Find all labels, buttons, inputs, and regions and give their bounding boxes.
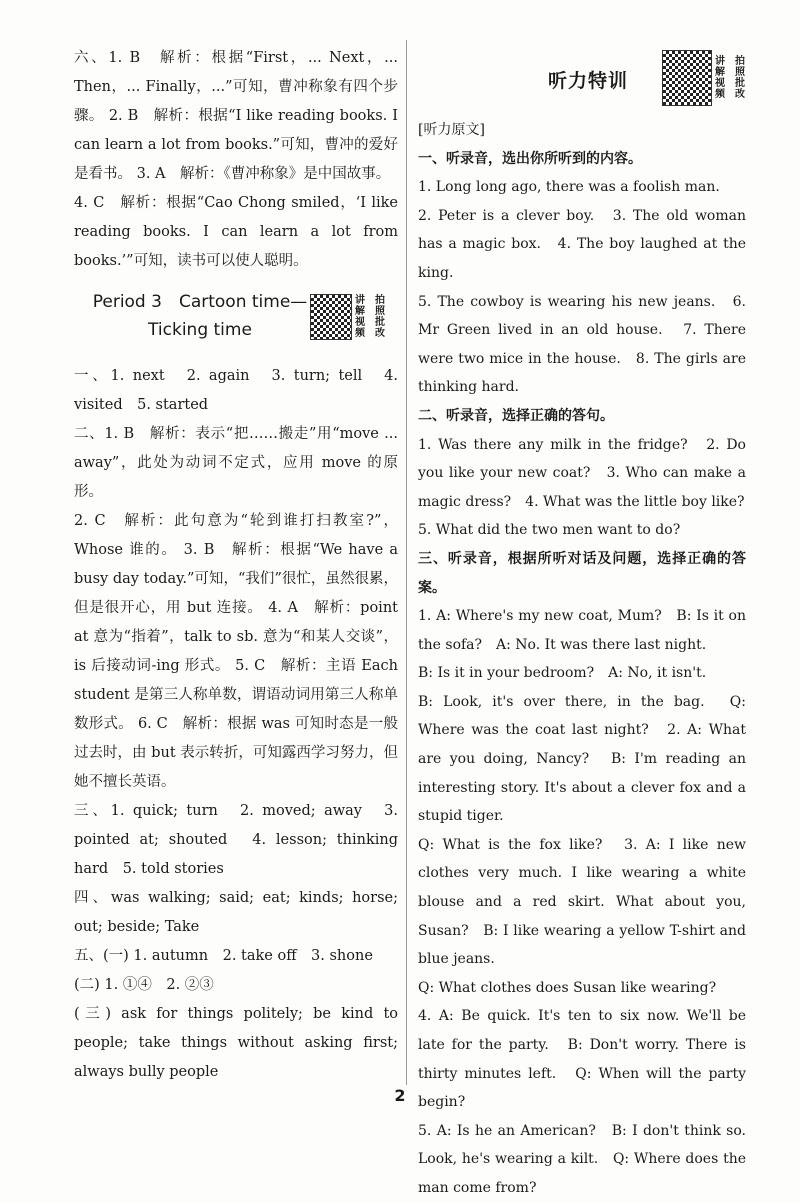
section-one-line: 1. Long long ago, there was a foolish man. [418, 179, 720, 196]
listening-title: 听力特训 [548, 70, 629, 92]
script-label: [听力原文] [418, 122, 485, 138]
column-divider [406, 40, 407, 1085]
answer-two-q2-6: 2. C 解析：此句意为“轮到谁打扫教室?”，Whose 谁的。 3. B 解析：根据“We have a busy day today.”可知，“我们”很忙，虽然很累，但是很开心，用 but 连接。 4. A 解析：point at 意为“指着”，talk to sb. 意为“和某人交谈”，is 后接动词-ing 形式。 5. C 解析：主语 Each student 是第三人称单数，谓语动词用第三人称单数形式。 6. C 解析：根据 was 可知时态是一般过去时，由 but 表示转折，可知露西学习努力，但她不擅长英语。 [74, 513, 398, 790]
section-one-line: 2. Peter is a clever boy. 3. The old woman has a magic box. 4. The boy laughed at the king. [418, 207, 746, 281]
dialogue-line: Q: What clothes does Susan like wearing? [418, 979, 717, 996]
answer-six-part2: 4. C 解析：根据“Cao Chong smiled，‘I like reading books. I can learn a lot from books.’”可知，读书可以使人聪明。 [74, 195, 398, 269]
section-two-heading: 二、听录音，选择正确的答句。 [418, 407, 614, 424]
answer-one: 一、1. next 2. again 3. turn; tell 4. visited 5. started [74, 368, 398, 413]
period-qr-block [310, 294, 395, 340]
answer-five-3: (三) ask for things politely; be kind to people; take things without asking first; always bully people [74, 1006, 398, 1080]
dialogue-line: B: Look, it's over there, in the bag. Q: Where was the coat last night? 2. A: What are you doing, Nancy? B: I'm reading an interesting story. It's about a clever fox and a stupid tiger. [418, 693, 746, 825]
section-three-heading: 三、听录音，根据所听对话及问题，选择正确的答案。 [418, 550, 746, 596]
listening-header [418, 44, 746, 116]
section-one-line: 5. The cowboy is wearing his new jeans. 6. Mr Green lived in an old house. 7. There were two mice in the house. 8. The girls are thinking hard. [418, 293, 746, 396]
answer-four: 四、was walking; said; eat; kinds; horse; out; beside; Take [74, 890, 398, 935]
section-one-heading: 一、听录音，选出你所听到的内容。 [418, 150, 642, 167]
dialogue-line: Q: What is the fox like? 3. A: I like new clothes very much. I like wearing a white blouse and a red skirt. What about you, Susan? B: I like wearing a yellow T-shirt and blue jeans. [418, 836, 746, 968]
qr-caption-2: 拍 照 批 改 [735, 56, 745, 100]
qr-caption-2: 拍 照 批 改 [375, 295, 385, 339]
section-two-line: 5. What did the two men want to do? [418, 522, 681, 539]
answer-three: 三、1. quick; turn 2. moved; away 3. pointed at; shouted 4. lesson; thinking hard 5. told stories [74, 803, 398, 877]
right-column [418, 44, 746, 1203]
qr-code-icon [310, 294, 352, 340]
period-header [74, 286, 398, 356]
listening-qr-block [662, 50, 755, 106]
dialogue-line: 4. A: Be quick. It's ten to six now. We'll be late for the party. B: Don't worry. There is thirty minutes left. Q: When will the party begin? [418, 1008, 746, 1111]
qr-caption: 讲 解 视 频 [715, 56, 725, 100]
dialogue-line: 5. A: Is he an American? B: I don't think so. Look, he's wearing a kilt. Q: Where does the man come from? [418, 1122, 746, 1196]
answer-six-part1: 六、1. B 解析：根据“First，... Next，... Then，... Finally，...”可知，曹冲称象有四个步骤。 2. B 解析：根据“I like reading books. I can learn a lot from books.”可知，曹冲的爱好是看书。 3. A 解析：《曹冲称象》是中国故事。 [74, 50, 398, 182]
left-column [74, 44, 398, 1087]
qr-caption: 讲 解 视 频 [355, 295, 365, 339]
section-two-line: 1. Was there any milk in the fridge? 2. Do you like your new coat? 3. Who can make a magic dress? 4. What was the little boy like? [418, 436, 746, 510]
page-number: 2 [394, 1086, 406, 1105]
period-title: Period 3 Cartoon time—Ticking time [92, 292, 308, 340]
answer-two-q1: 二、1. B 解析：表示“把……搬走”用“move ... away”，此处为动词不定式，应用 move 的原形。 [74, 426, 398, 500]
qr-code-icon [662, 50, 712, 106]
answer-five-1: 五、(一) 1. autumn 2. take off 3. shone [74, 948, 373, 964]
dialogue-line: 1. A: Where's my new coat, Mum? B: Is it on the sofa? A: No. It was there last night. [418, 608, 746, 653]
answer-five-2: (二) 1. ①④ 2. ②③ [74, 977, 214, 993]
dialogue-line: B: Is it in your bedroom? A: No, it isn't. [418, 665, 707, 682]
